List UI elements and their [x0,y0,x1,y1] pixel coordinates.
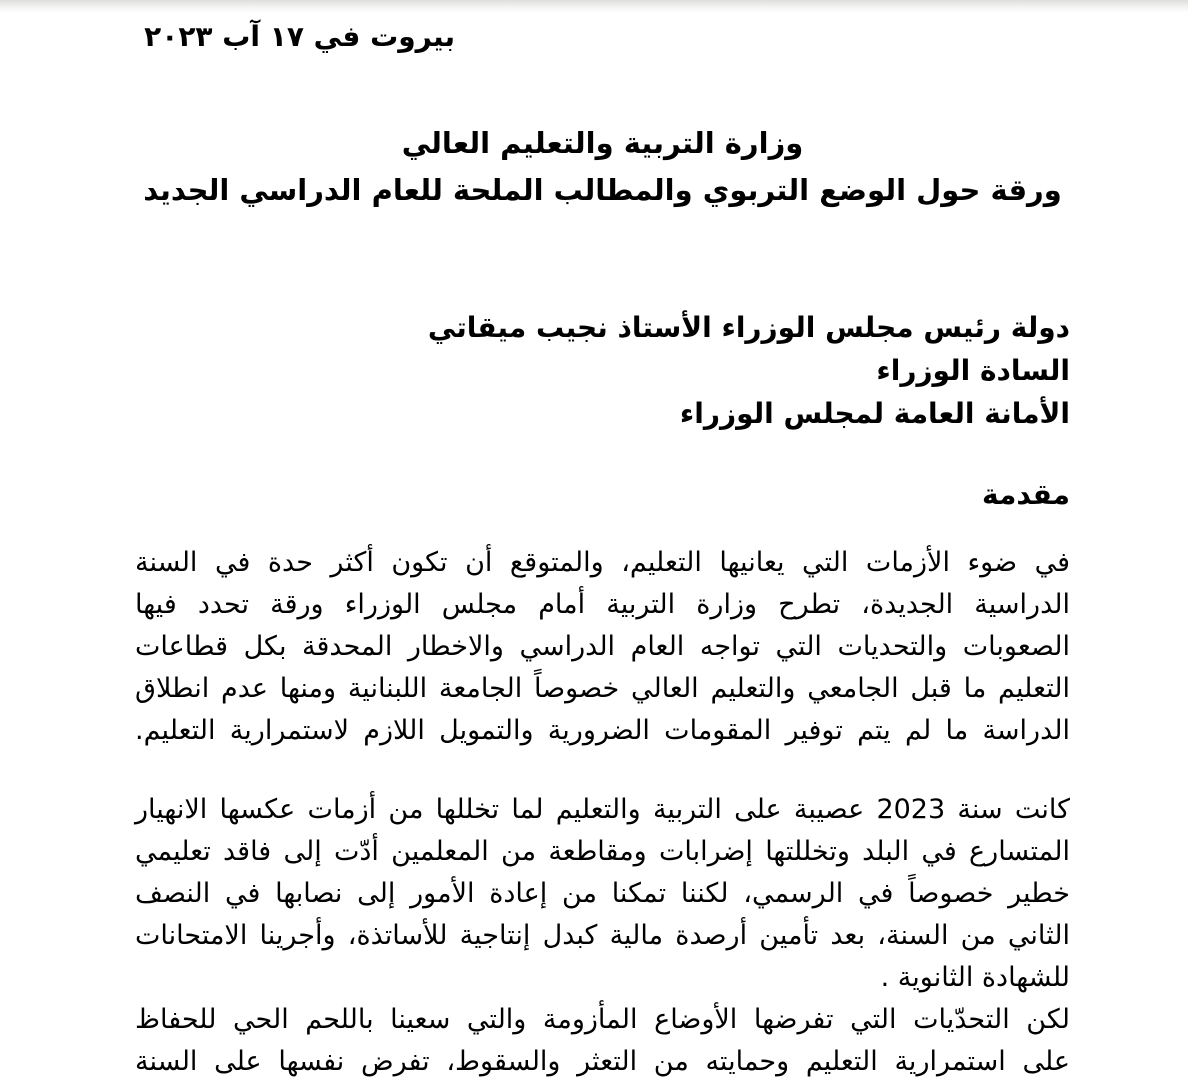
date-line: بيروت في ١٧ آب ٢٠٢٣ [144,20,455,53]
paragraph-3 [135,999,1070,1083]
body-line: الدراسة ما لم يتم توفير المقومات الضرورية والتمويل اللازم لاستمرارية التعليم. [135,715,1070,746]
title-line-ministry: وزارة التربية والتعليم العالي [401,126,804,160]
paragraph-1 [135,542,1070,752]
section-heading-introduction: مقدمة [982,478,1070,511]
body-line: التعليم ما قبل الجامعي والتعليم العالي خصوصاً الجامعة اللبنانية ومنها عدم انطلاق [135,673,1070,704]
body-line: لكن التحدّيات التي تفرضها الأوضاع المأزومة والتي سعينا باللحم الحي للحفاظ [135,1004,1070,1035]
body-line: للشهادة الثانوية . [880,962,1070,993]
addressee-ministers: السادة الوزراء [876,354,1070,387]
body-line: على استمرارية التعليم وحمايته من التعثر والسقوط، تفرض نفسها على السنة [135,1046,1070,1077]
body-line: الدراسية الجديدة، تطرح وزارة التربية أمام مجلس الوزراء ورقة تحدد فيها [135,589,1070,620]
body-line: كانت سنة 2023 عصيبة على التربية والتعليم لما تخللها من أزمات عكسها الانهيار [135,794,1070,825]
body-line: الثاني من السنة، بعد تأمين أرصدة مالية كبدل إنتاجية للأساتذة، وأجرينا الامتحانات [135,920,1070,951]
page-top-shadow [0,0,1188,13]
addressee-block [135,306,1070,435]
addressee-prime-minister: دولة رئيس مجلس الوزراء الأستاذ نجيب ميقاتي [427,311,1070,344]
addressee-general-secretariat: الأمانة العامة لمجلس الوزراء [679,397,1070,430]
body-line: المتسارع في البلد وتخللتها إضرابات ومقاطعة من المعلمين أدّت إلى فاقد تعليمي [135,836,1070,867]
body-line: خطير خصوصاً في الرسمي، لكننا تمكنا من إعادة الأمور إلى نصابها في النصف [135,878,1070,909]
title-line-subject: ورقة حول الوضع التربوي والمطالب الملحة للعام الدراسي الجديد [143,173,1062,207]
paragraph-2 [135,789,1070,999]
body-line: الصعوبات والتحديات التي تواجه العام الدراسي والاخطار المحدقة بكل قطاعات [135,631,1070,662]
document-title [135,120,1070,214]
body-line: في ضوء الأزمات التي يعانيها التعليم، والمتوقع أن تكون أكثر حدة في السنة [135,547,1070,578]
